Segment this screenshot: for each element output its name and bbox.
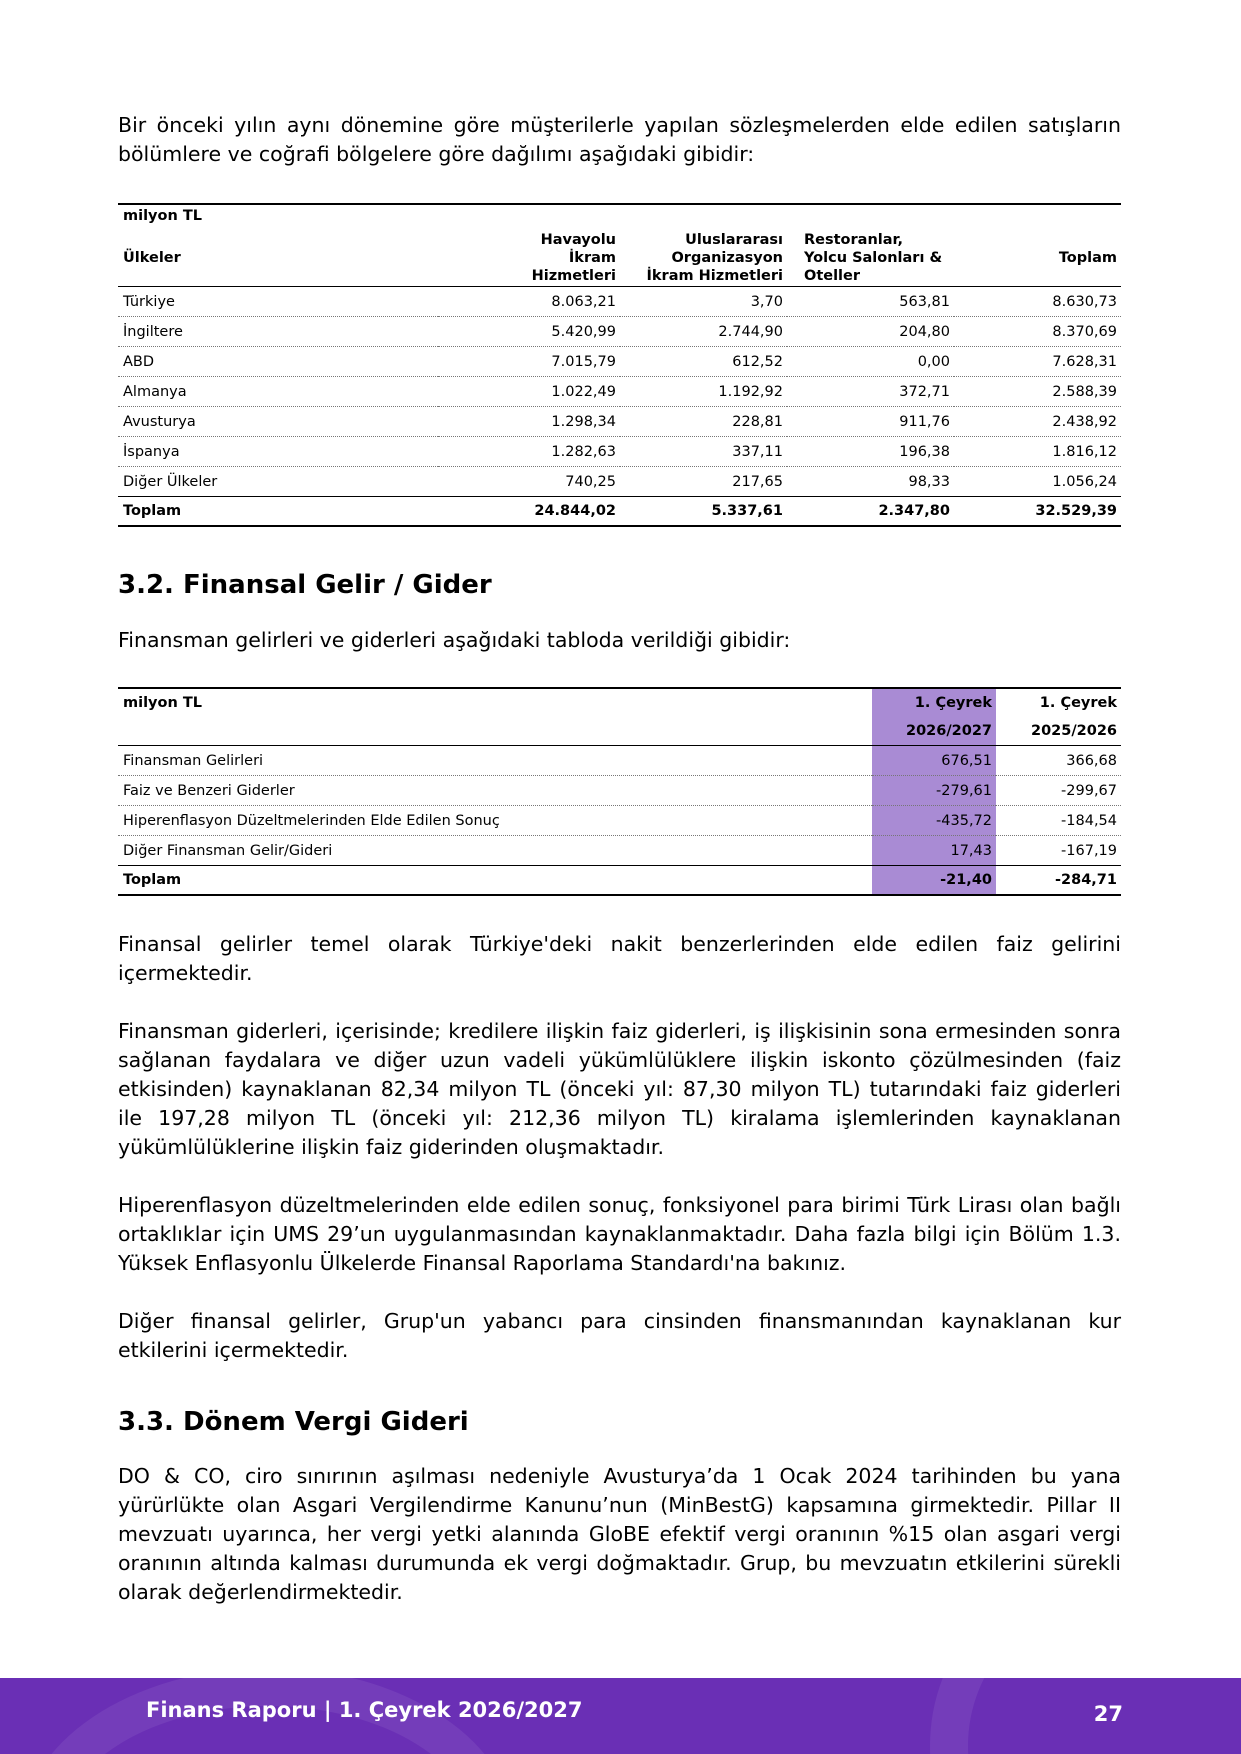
item-label: Hiperenflasyon Düzeltmelerinden Elde Edilen Sonuç (118, 806, 872, 836)
country-cell: Diğer Ülkeler (118, 467, 438, 497)
total-value: 5.337,61 (620, 497, 787, 527)
value-cell: 2.438,92 (954, 407, 1121, 437)
table2-total-row (118, 866, 1121, 896)
table2-col1-period: 2026/2027 (872, 717, 996, 746)
total-prior: -284,71 (996, 866, 1121, 896)
total-value: 2.347,80 (787, 497, 954, 527)
section-3-3-paragraph: DO & CO, ciro sınırının aşılması nedeniyle Avusturya’da 1 Ocak 2024 tarihinden bu yana yürürlükte olan Asgari Vergilendirme Kanunu’nun (MinBestG) kapsamına girmektedir. Pillar II mevzuatı uyarınca, her vergi yetki alanında GloBE efektif vergi oranının %15 olan asgari vergi oranının altında kalması durumunda ek vergi doğmaktadır. Grup, bu mevzuatın etkilerini sürekli olarak değerlendirmektedir. (118, 1464, 1121, 1604)
page-number: 27 (1093, 1702, 1123, 1726)
table1-unit: milyon TL (118, 204, 1121, 230)
value-cell: 740,25 (438, 467, 620, 497)
item-label: Faiz ve Benzeri Giderler (118, 776, 872, 806)
value-cell: 563,81 (787, 287, 954, 317)
table1-header-event: Uluslararası Organizasyon İkram Hizmetleri (620, 230, 787, 287)
financial-income-expense-table (118, 687, 1121, 896)
prior-value: -299,67 (996, 776, 1121, 806)
prior-value: 366,68 (996, 746, 1121, 776)
table-row (118, 776, 1121, 806)
table-row (118, 836, 1121, 866)
value-cell: 1.056,24 (954, 467, 1121, 497)
table-row (118, 746, 1121, 776)
paragraph-hyperinflation: Hiperenflasyon düzeltmelerinden elde edilen sonuç, fonksiyonel para birimi Türk Lirası olan bağlı ortaklıklar için UMS 29’un uygulanmasından kaynaklanmaktadır. Daha fazla bilgi için Bölüm 1.3. Yüksek Enflasyonlu Ülkelerde Finansal Raporlama Standardı'na bakınız. (118, 1193, 1121, 1275)
country-cell: ABD (118, 347, 438, 377)
value-cell: 2.588,39 (954, 377, 1121, 407)
table2-col2-header: 1. Çeyrek (996, 688, 1121, 717)
table2-col1-header: 1. Çeyrek (872, 688, 996, 717)
value-cell: 7.628,31 (954, 347, 1121, 377)
table2-header-spacer (118, 717, 872, 746)
value-cell: 1.282,63 (438, 437, 620, 467)
value-cell: 228,81 (620, 407, 787, 437)
section-3-2-lead: Finansman gelirleri ve giderleri aşağıdaki tabloda verildiği gibidir: (118, 628, 791, 652)
section-3-2-heading: 3.2. Finansal Gelir / Gider (118, 570, 492, 600)
total-label: Toplam (118, 497, 438, 527)
country-cell: İspanya (118, 437, 438, 467)
footer-swirl-decoration (930, 1678, 1241, 1754)
table-row (118, 377, 1121, 407)
table-row (118, 287, 1121, 317)
value-cell: 911,76 (787, 407, 954, 437)
page-footer (0, 1678, 1241, 1754)
table2-unit: milyon TL (118, 688, 872, 717)
value-cell: 7.015,79 (438, 347, 620, 377)
value-cell: 1.298,34 (438, 407, 620, 437)
value-cell: 8.370,69 (954, 317, 1121, 347)
total-value: 24.844,02 (438, 497, 620, 527)
table-row (118, 317, 1121, 347)
section-3-3-heading: 3.3. Dönem Vergi Gideri (118, 1407, 469, 1437)
value-cell: 5.420,99 (438, 317, 620, 347)
value-cell: 196,38 (787, 437, 954, 467)
total-label: Toplam (118, 866, 872, 896)
value-cell: 0,00 (787, 347, 954, 377)
table1-header-airline: Havayolu İkram Hizmetleri (438, 230, 620, 287)
prior-value: -184,54 (996, 806, 1121, 836)
table1-header-country: Ülkeler (118, 230, 438, 287)
value-cell: 8.063,21 (438, 287, 620, 317)
footer-report-title: Finans Raporu | 1. Çeyrek 2026/2027 (146, 1698, 583, 1722)
total-current: -21,40 (872, 866, 996, 896)
total-value: 32.529,39 (954, 497, 1121, 527)
country-cell: Almanya (118, 377, 438, 407)
table-row (118, 347, 1121, 377)
table1-total-row (118, 497, 1121, 527)
current-value: 676,51 (872, 746, 996, 776)
value-cell: 2.744,90 (620, 317, 787, 347)
paragraph-financing-expenses: Finansman giderleri, içerisinde; kredilere ilişkin faiz giderleri, iş ilişkisinin sona ermesinden sonra sağlanan faydalara ve diğer uzun vadeli yükümlülüklere ilişkin iskonto çözülmesinden (faiz etkisinden) kaynaklanan 82,34 milyon TL (önceki yıl: 87,30 milyon TL) tutarındaki faiz giderleri ile 197,28 milyon TL (önceki yıl: 212,36 milyon TL) kiralama işlemlerinden kaynaklanan yükümlülüklerine ilişkin faiz giderinden oluşmaktadır. (118, 1019, 1121, 1159)
value-cell: 1.816,12 (954, 437, 1121, 467)
value-cell: 204,80 (787, 317, 954, 347)
value-cell: 1.022,49 (438, 377, 620, 407)
intro-paragraph: Bir önceki yılın aynı dönemine göre müşterilerle yapılan sözleşmelerden elde edilen satışların bölümlere ve coğrafi bölgelere göre dağılımı aşağıdaki gibidir: (118, 113, 1121, 166)
value-cell: 8.630,73 (954, 287, 1121, 317)
table2-col2-period: 2025/2026 (996, 717, 1121, 746)
prior-value: -167,19 (996, 836, 1121, 866)
value-cell: 337,11 (620, 437, 787, 467)
value-cell: 612,52 (620, 347, 787, 377)
table-row (118, 437, 1121, 467)
current-value: -279,61 (872, 776, 996, 806)
value-cell: 98,33 (787, 467, 954, 497)
item-label: Diğer Finansman Gelir/Gideri (118, 836, 872, 866)
paragraph-financial-income: Finansal gelirler temel olarak Türkiye'deki nakit benzerlerinden elde edilen faiz gelirini içermektedir. (118, 932, 1121, 985)
value-cell: 372,71 (787, 377, 954, 407)
country-cell: Türkiye (118, 287, 438, 317)
table-row (118, 806, 1121, 836)
current-value: -435,72 (872, 806, 996, 836)
current-value: 17,43 (872, 836, 996, 866)
value-cell: 3,70 (620, 287, 787, 317)
value-cell: 1.192,92 (620, 377, 787, 407)
country-cell: Avusturya (118, 407, 438, 437)
sales-by-country-table (118, 203, 1121, 527)
value-cell: 217,65 (620, 467, 787, 497)
country-cell: İngiltere (118, 317, 438, 347)
table1-header-total: Toplam (954, 230, 1121, 287)
table1-header-restaurants: Restoranlar, Yolcu Salonları & Oteller (787, 230, 954, 287)
table-row (118, 407, 1121, 437)
item-label: Finansman Gelirleri (118, 746, 872, 776)
table-row (118, 467, 1121, 497)
paragraph-other-financial: Diğer finansal gelirler, Grup'un yabancı para cinsinden finansmanından kaynaklanan kur etkilerini içermektedir. (118, 1309, 1121, 1362)
